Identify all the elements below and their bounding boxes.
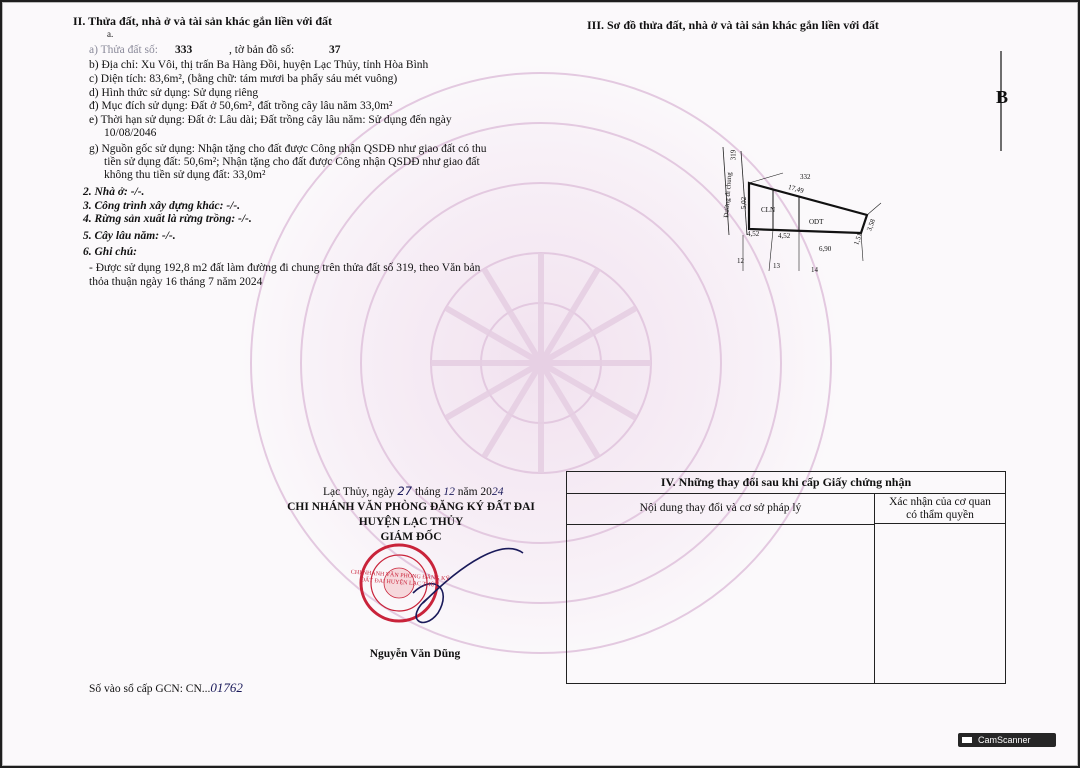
map-sheet-label: , tờ bản đồ số: bbox=[229, 44, 295, 56]
item-a-mark: a. bbox=[107, 29, 114, 39]
registry-value: 01762 bbox=[210, 680, 243, 695]
year-label: năm 20 bbox=[457, 486, 492, 498]
usage-purpose-line: đ) Mục đích sử dụng: Đất ở 50,6m², đất trồng cây lâu năm 33,0m² bbox=[89, 100, 393, 112]
note-heading: 6. Ghi chú: bbox=[83, 246, 137, 258]
changes-column-header: Nội dung thay đổi và cơ sở pháp lý bbox=[567, 494, 874, 525]
section4-title: IV. Những thay đổi sau khi cấp Giấy chứng nhận bbox=[567, 472, 1005, 494]
road-label: Đường đi chung bbox=[722, 171, 734, 219]
parcel-12-label: 12 bbox=[737, 257, 744, 265]
issuing-org-line-2: HUYỆN LẠC THỦY bbox=[358, 516, 464, 528]
column-divider bbox=[874, 494, 875, 683]
date-prefix: Lạc Thủy, ngày bbox=[323, 486, 395, 498]
parcel-13-label: 13 bbox=[773, 262, 780, 270]
date-month: 12 bbox=[443, 486, 455, 498]
parcel-14-label: 14 bbox=[811, 266, 818, 274]
note-line-2: thỏa thuận ngày 16 tháng 7 năm 2024 bbox=[89, 276, 263, 288]
scanner-label: CamScanner bbox=[978, 735, 1031, 745]
parcel-332-label: 332 bbox=[800, 173, 811, 181]
changes-table bbox=[566, 471, 1006, 684]
note-line-1: - Được sử dụng 192,8 m2 đất làm đường đi chung trên thửa đất số 319, theo Văn bản bbox=[89, 262, 481, 274]
address-line: b) Địa chỉ: Xu Vôi, thị trấn Ba Hàng Đồi, huyện Lạc Thủy, tỉnh Hòa Bình bbox=[89, 59, 429, 71]
origin-line-1: g) Nguồn gốc sử dụng: Nhận tặng cho đất được Công nhận QSDĐ như giao đất có thu bbox=[89, 143, 487, 155]
certificate-page bbox=[2, 2, 1078, 766]
land-type-odt: ODT bbox=[809, 218, 824, 226]
confirmation-column-header bbox=[875, 494, 1005, 524]
registry-number bbox=[89, 681, 243, 696]
land-type-cln: CLN bbox=[761, 206, 775, 214]
scanner-logo-icon bbox=[962, 737, 972, 743]
date-day: 27 bbox=[397, 484, 413, 498]
area-line: c) Diện tích: 83,6m², (bằng chữ: tám mươi ba phẩy sáu mét vuông) bbox=[89, 73, 398, 85]
house-item: 2. Nhà ở: -/-. bbox=[83, 186, 145, 198]
edge-length-bottom-1: 4,52 bbox=[747, 230, 760, 238]
section3-title: III. Sơ đồ thửa đất, nhà ở và tài sản khác gắn liền với đất bbox=[587, 18, 879, 32]
other-construction-item: 3. Công trình xây dựng khác: -/-. bbox=[83, 200, 241, 212]
parcel-number: 333 bbox=[175, 44, 193, 56]
edge-length-bottom-3: 6,90 bbox=[819, 245, 832, 253]
edge-length-right-1: 1,51 bbox=[852, 231, 864, 247]
scanner-badge bbox=[958, 733, 1056, 747]
registry-label: Số vào sổ cấp GCN: CN... bbox=[89, 683, 211, 695]
signing-date bbox=[323, 484, 503, 499]
date-year: 24 bbox=[491, 486, 504, 498]
edge-length-left: 5,02 bbox=[740, 196, 749, 210]
confirmation-header-line-1: Xác nhận của cơ quan bbox=[889, 496, 991, 508]
map-sheet-number: 37 bbox=[329, 44, 341, 56]
forest-item: 4. Rừng sản xuất là rừng trồng: -/-. bbox=[83, 213, 252, 225]
parcel-319-label: 319 bbox=[729, 149, 738, 161]
origin-line-2: tiền sử dụng đất: 50,6m²; Nhận tặng cho đất được Công nhận QSDĐ như giao đất bbox=[104, 156, 480, 168]
usage-term-line: e) Thời hạn sử dụng: Đất ở: Lâu dài; Đất trồng cây lâu năm: Sử dụng đến ngày bbox=[89, 114, 452, 126]
section2-title: II. Thửa đất, nhà ở và tài sản khác gắn liền với đất bbox=[73, 14, 333, 28]
edge-length-right-2: 3,58 bbox=[865, 217, 877, 233]
seal-text: CHI NHÁNH VĂN PHÒNG ĐĂNG KÝ ĐẤT ĐAI HUYỆN LẠC THỦY bbox=[350, 569, 450, 589]
signer-role: GIÁM ĐỐC bbox=[380, 531, 442, 543]
signer-name: Nguyễn Văn Dũng bbox=[369, 648, 461, 660]
perennial-tree-item: 5. Cây lâu năm: -/-. bbox=[83, 230, 176, 242]
usage-term-date: 10/08/2046 bbox=[104, 127, 157, 139]
official-seal bbox=[343, 543, 543, 643]
parcel-diagram bbox=[703, 143, 903, 283]
edge-length-top: 17,49 bbox=[787, 183, 805, 195]
north-label: B bbox=[996, 87, 1009, 107]
issuing-org-line-1: CHI NHÁNH VĂN PHÒNG ĐĂNG KÝ ĐẤT ĐAI bbox=[287, 501, 535, 513]
origin-line-3: không thu tiền sử dụng đất: 33,0m² bbox=[104, 169, 266, 181]
confirmation-header-line-2: có thẩm quyền bbox=[906, 509, 974, 521]
parcel-number-label: a) Thửa đất số: bbox=[89, 44, 158, 56]
usage-form-line: d) Hình thức sử dụng: Sử dụng riêng bbox=[89, 87, 259, 99]
month-label: tháng bbox=[414, 486, 441, 498]
edge-length-bottom-2: 4,52 bbox=[778, 232, 791, 240]
